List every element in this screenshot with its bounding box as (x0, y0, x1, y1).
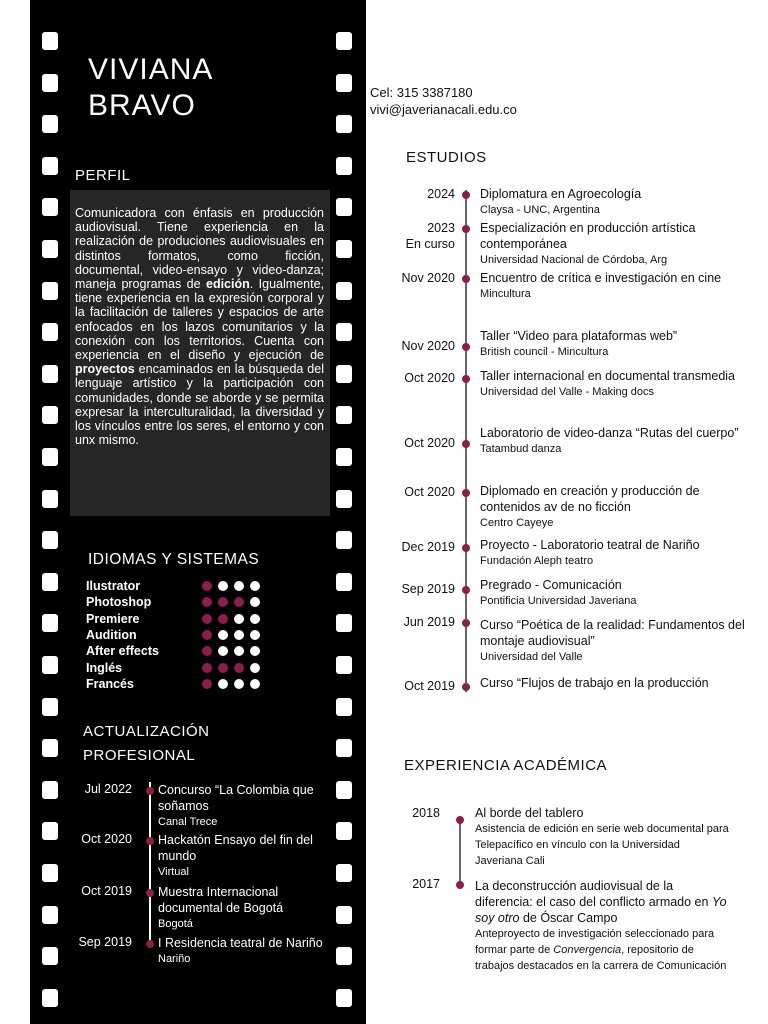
film-hole (336, 531, 352, 549)
estudios-date (380, 435, 455, 451)
film-hole (336, 781, 352, 799)
actualizacion-dot (146, 787, 154, 795)
actualizacion-title: Muestra Internacional documental de Bogotá (158, 885, 284, 915)
actualizacion-item (158, 782, 336, 830)
actualizacion-dot (146, 889, 154, 897)
skill-dot-filled (202, 646, 212, 656)
estudios-date (380, 581, 455, 597)
actualizacion-title: Hackatón Ensayo del fin del mundo (158, 833, 313, 863)
estudios-dot (462, 489, 470, 497)
film-hole (42, 614, 58, 632)
skill-dot-filled (202, 597, 212, 607)
estudios-item (480, 270, 745, 302)
estudios-title: Diplomado en creación y producción de contenidos av de no ficción (480, 484, 700, 514)
estudios-date-main: Oct 2020 (404, 371, 455, 385)
estudios-item (480, 220, 745, 268)
film-hole (336, 198, 352, 216)
film-hole (42, 947, 58, 965)
film-hole (336, 32, 352, 50)
academica-title (475, 878, 730, 926)
actualizacion-date: Oct 2019 (81, 884, 132, 898)
film-hole (42, 739, 58, 757)
estudios-date (380, 484, 455, 500)
estudios-sub: Universidad del Valle (480, 651, 583, 663)
estudios-sub: Centro Cayeye (480, 517, 554, 529)
academica-sub-italic: Convergencia (553, 944, 622, 956)
estudios-dot (462, 586, 470, 594)
film-hole (42, 864, 58, 882)
film-hole (42, 198, 58, 216)
estudios-sub: Mincultura (480, 288, 531, 300)
skill-label: Ilustrator (86, 579, 141, 593)
perfil-text-c: encaminados en la búsqueda del lenguaje artístico y la participación con comunidades, donde se aborde y se permita expresar la interculturalidad, la diversidad y los vínculos entre los seres, el entorno y con unx mismo. (75, 362, 324, 448)
estudios-title: Encuentro de crítica e investigación en cine (480, 271, 722, 285)
estudios-date-main: 2023 (427, 221, 455, 235)
skill-dot-filled (202, 614, 212, 624)
film-hole (42, 323, 58, 341)
perfil-bold-a: edición (206, 277, 250, 292)
film-hole (336, 74, 352, 92)
film-hole (42, 531, 58, 549)
actualizacion-sub: Nariño (158, 953, 191, 965)
actualizacion-date: Jul 2022 (84, 782, 132, 796)
academica-sub-b: , repositorio de trabajos destacados en la carrera de Comunicación (475, 944, 727, 972)
skill-dot-empty (234, 630, 244, 640)
skill-dot-filled (202, 630, 212, 640)
skill-label: Francés (86, 676, 134, 691)
name-last: BRAVO (88, 89, 196, 122)
skill-label: Photoshop (86, 595, 152, 610)
estudios-title: Laboratorio de video-danza “Rutas del cuerpo” (480, 426, 739, 440)
film-hole (42, 282, 58, 300)
actualizacion-heading-2: PROFESIONAL (83, 747, 196, 764)
estudios-date-main: Sep 2019 (401, 582, 455, 596)
film-hole (336, 365, 352, 383)
contact-email: vivi@javerianacali.edu.co (370, 102, 517, 117)
estudios-dot (462, 619, 470, 627)
perfil-text-a: Comunicadora con énfasis en producción audiovisual. Tiene experiencia en la realización de produciones audiovisuales en distintos formatos, como ficción, documental, video-ensayo y video-danza; maneja programas de (75, 206, 324, 292)
academica-date: 2018 (412, 806, 440, 820)
skill-level (202, 611, 260, 627)
skill-dot-empty (234, 581, 244, 591)
estudios-title: Taller internacional en documental transmedia (480, 369, 736, 383)
film-hole (336, 822, 352, 840)
estudios-item (480, 483, 745, 531)
film-hole (42, 365, 58, 383)
skill-dot-filled (218, 663, 228, 673)
skill-dot-empty (250, 581, 260, 591)
actualizacion-title: I Residencia teatral de Nariño (158, 936, 323, 950)
actualizacion-title: Concurso “La Colombia que soñamos (158, 783, 314, 813)
skill-dot-empty (218, 581, 228, 591)
estudios-sub: Pontificia Universidad Javeriana (480, 595, 637, 607)
name-first: VIVIANA (88, 53, 214, 86)
estudios-date-main: Jun 2019 (403, 615, 455, 629)
estudios-title: Taller “Video para plataformas web” (480, 329, 678, 343)
film-hole (42, 822, 58, 840)
actualizacion-sub: Bogotá (158, 918, 193, 930)
skill-dot-empty (218, 679, 228, 689)
academica-heading: EXPERIENCIA ACADÉMICA (404, 757, 608, 774)
skill-dot-empty (250, 630, 260, 640)
estudios-sub: Universidad Nacional de Córdoba, Arg (480, 254, 668, 266)
film-hole (42, 448, 58, 466)
estudios-date-main: Dec 2019 (401, 540, 455, 554)
academica-dot (456, 816, 464, 824)
film-hole (336, 406, 352, 424)
estudios-item (480, 368, 745, 400)
actualizacion-timeline-line (149, 782, 151, 942)
film-hole (336, 698, 352, 716)
skill-dot-empty (218, 630, 228, 640)
estudios-date (380, 270, 455, 286)
academica-title-b: de Óscar Campo (519, 911, 618, 925)
actualizacion-date: Oct 2020 (81, 832, 132, 846)
skill-label: Inglés (86, 660, 123, 675)
estudios-sub: Tatambud danza (480, 443, 562, 455)
academica-sub-a: Anteproyecto de investigación seleccionado para formar parte de (475, 928, 715, 956)
skill-dot-empty (250, 679, 260, 689)
film-hole (336, 115, 352, 133)
skill-level (202, 676, 260, 692)
name-title (88, 52, 328, 124)
actualizacion-dot (146, 837, 154, 845)
film-hole (336, 573, 352, 591)
film-hole (336, 240, 352, 258)
skill-dot-empty (234, 614, 244, 624)
estudios-title: Proyecto - Laboratorio teatral de Nariño (480, 538, 700, 552)
academica-date: 2017 (412, 877, 440, 891)
skill-dot-filled (234, 597, 244, 607)
contact-phone: Cel: 315 3387180 (370, 85, 473, 100)
film-hole (336, 323, 352, 341)
skill-level (202, 594, 260, 610)
actualizacion-heading-1: ACTUALIZACIÓN (83, 723, 210, 740)
estudios-date-main: Oct 2020 (404, 485, 455, 499)
skill-label: After effects (86, 644, 159, 659)
film-hole (336, 906, 352, 924)
estudios-date (380, 539, 455, 555)
estudios-dot (462, 375, 470, 383)
skill-level (202, 660, 260, 676)
actualizacion-sub: Virtual (158, 866, 189, 878)
estudios-title: Pregrado - Comunicación (480, 578, 622, 592)
estudios-date-main: Nov 2020 (401, 339, 455, 353)
film-hole (42, 490, 58, 508)
academica-item (475, 805, 730, 869)
estudios-title: Diplomatura en Agroecología (480, 187, 642, 201)
skill-dot-filled (202, 663, 212, 673)
film-hole (42, 781, 58, 799)
perfil-text (75, 206, 324, 447)
perfil-bold-b: proyectos (75, 362, 135, 377)
film-hole (336, 989, 352, 1007)
estudios-date (380, 678, 455, 694)
film-hole (42, 32, 58, 50)
estudios-date (380, 338, 455, 354)
skill-dot-empty (250, 614, 260, 624)
skill-level (202, 643, 260, 659)
film-hole (336, 157, 352, 175)
academica-title-a: La deconstrucción audiovisual de la diferencia: el caso del conflicto armado en (475, 879, 712, 909)
skill-dot-filled (218, 597, 228, 607)
skill-dot-filled (202, 581, 212, 591)
academica-title-italic: Yo soy otro (475, 895, 727, 925)
academica-item (475, 878, 730, 974)
film-hole (42, 115, 58, 133)
estudios-dot (462, 343, 470, 351)
estudios-item (480, 617, 745, 665)
film-hole (336, 656, 352, 674)
skill-level (202, 627, 260, 643)
skill-label: Audition (86, 627, 137, 642)
film-hole (336, 490, 352, 508)
contact-block (370, 84, 517, 118)
estudios-title: Curso “Flujos de trabajo en la producción (480, 676, 709, 690)
academica-title: Al borde del tablero (475, 806, 584, 820)
estudios-date (380, 614, 455, 630)
skills-heading: IDIOMAS Y SISTEMAS (88, 551, 260, 568)
film-hole (42, 989, 58, 1007)
estudios-item (480, 425, 745, 457)
estudios-title: Especialización en producción artística contemporánea (480, 221, 696, 251)
film-hole (42, 906, 58, 924)
estudios-dot (462, 440, 470, 448)
academica-timeline-line (459, 818, 461, 888)
film-hole (336, 448, 352, 466)
film-hole (42, 240, 58, 258)
film-hole (42, 698, 58, 716)
estudios-date-status: En curso (405, 237, 455, 251)
skill-dot-empty (250, 646, 260, 656)
academica-sub: Asistencia de edición en serie web documental para Telepacífico en vínculo con la Universidad Javeriana Cali (475, 823, 729, 867)
film-hole (42, 74, 58, 92)
film-hole (336, 947, 352, 965)
estudios-date-main: 2024 (427, 187, 455, 201)
estudios-sub: Universidad del Valle - Making docs (480, 386, 655, 398)
estudios-item (480, 577, 745, 609)
skill-label: Premiere (86, 611, 140, 626)
estudios-dot (462, 683, 470, 691)
perfil-heading: PERFIL (75, 167, 131, 184)
actualizacion-item (158, 884, 336, 932)
estudios-item (480, 675, 745, 691)
estudios-sub: British council - Mincultura (480, 346, 609, 358)
estudios-dot (462, 544, 470, 552)
perfil-text-b: . Igualmente, tiene experiencia en la expresión corporal y la facilitación de talleres y espacios de arte enfocados en los lazos comunitarios y la conexión con los territorios. Cuenta con experiencia en el diseño y ejecución de (75, 277, 325, 363)
estudios-date (380, 370, 455, 386)
film-hole (336, 739, 352, 757)
actualizacion-sub: Canal Trece (158, 816, 218, 828)
film-hole (336, 282, 352, 300)
actualizacion-dot (146, 940, 154, 948)
academica-dot (456, 881, 464, 889)
skill-dot-empty (234, 646, 244, 656)
estudios-dot (462, 191, 470, 199)
skill-dot-empty (250, 597, 260, 607)
estudios-date-main: Oct 2020 (404, 436, 455, 450)
film-hole (42, 406, 58, 424)
actualizacion-item (158, 935, 336, 967)
film-hole (336, 614, 352, 632)
estudios-item (480, 328, 745, 360)
film-hole (42, 656, 58, 674)
skill-level (202, 578, 260, 594)
actualizacion-item (158, 832, 336, 880)
estudios-heading: ESTUDIOS (406, 149, 487, 166)
estudios-dot (462, 225, 470, 233)
estudios-title: Curso “Poética de la realidad: Fundamentos del montaje audiovisual” (480, 618, 745, 648)
film-hole (42, 157, 58, 175)
estudios-date (380, 220, 455, 252)
estudios-dot (462, 275, 470, 283)
estudios-date-main: Nov 2020 (401, 271, 455, 285)
film-hole (336, 864, 352, 882)
skill-dot-filled (234, 663, 244, 673)
estudios-date-main: Oct 2019 (404, 679, 455, 693)
estudios-item (480, 186, 745, 218)
skill-dot-empty (250, 663, 260, 673)
estudios-item (480, 537, 745, 569)
skill-dot-empty (218, 646, 228, 656)
estudios-sub: Claysa - UNC, Argentina (480, 204, 600, 216)
academica-sub (475, 926, 730, 974)
skill-dot-filled (202, 679, 212, 689)
estudios-date (380, 186, 455, 202)
estudios-sub: Fundación Aleph teatro (480, 555, 594, 567)
skill-dot-empty (234, 679, 244, 689)
actualizacion-date: Sep 2019 (78, 935, 132, 949)
film-hole (42, 573, 58, 591)
skill-dot-filled (218, 614, 228, 624)
